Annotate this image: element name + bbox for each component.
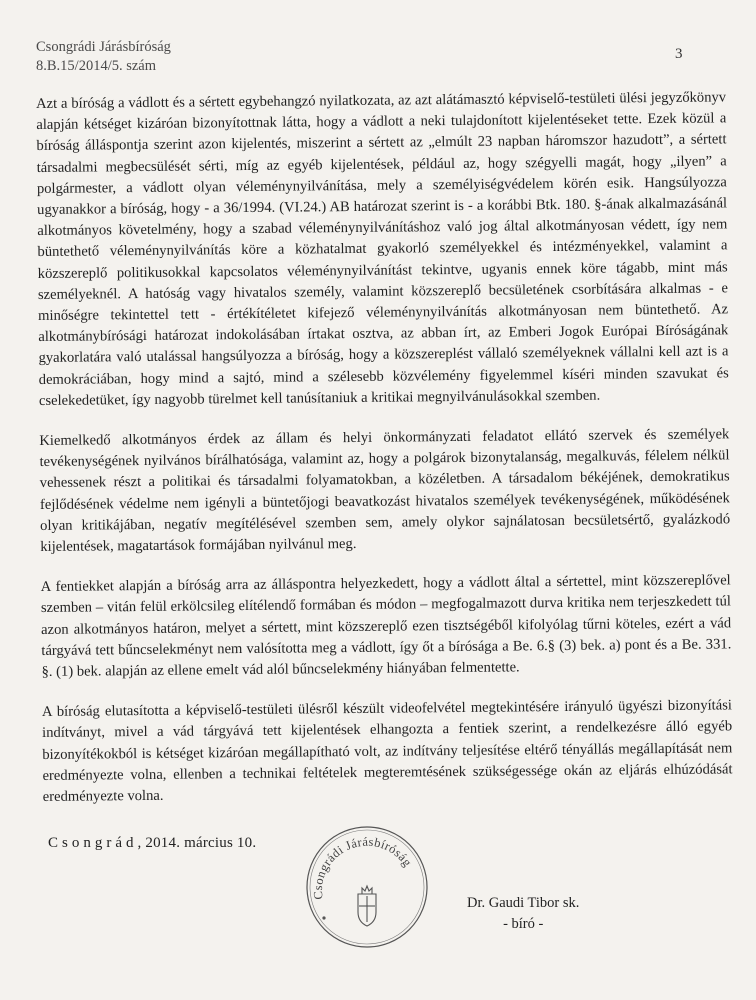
stamp-text: Csongrádi Járásbíróság: [310, 834, 415, 901]
place-name: Csongrád: [48, 835, 138, 851]
paragraph: Kiemelkedő alkotmányos érdek az állam és helyi önkormányzati feladatot ellátó szervek és személyek tevékenységének nyilvános bírálhatósága, valamint az, hogy a polgárok bizonytalanság, megalkuvás, félelem nélkül vehessenek részt a politikai és társadalmi folyamatokban, a közéletben. A társadalom békéjének, demokratikus fejlődésének védelme nem igényli a büntetőjogi beavatkozást hivatalos személyek tevékenységének, működésének olyan kritikájában, negatív megítélésével szemben sem, amely olykor sajnálatosan becsületsértő, gyalázkodó kijelentések, magatartások formájában nyilvánul meg.: [39, 426, 731, 556]
page-number: 3: [675, 46, 683, 62]
date-line: [48, 835, 256, 852]
signer-title: - bíró -: [503, 916, 544, 932]
paragraph: A bíróság elutasította a képviselő-testületi ülésről készült videofelvétel megtekintésére irányuló ügyészi bizonyítási indítványt, mivel a vád tárgyává tett kijelentések elhangozta a fentiek szerint, a rendelkezésre álló egyéb bizonyítékokból is kétséget kizáróan megállapítható volt, az indítvány teljesítése eltérő tényállás megállapítását nem eredményezte volna, ellenben a technikai feltételek megteremtésének szükségessége okán az eljárás elhúzódását eredményezte volna.: [41, 697, 733, 806]
paragraph: Azt a bíróság a vádlott és a sértett egybehangzó nyilatkozata, az azt alátámasztó képviselő-testületi ülési jegyzőkönyv alapján kétséget kizáróan bizonyítottnak látta, hogy a vádlott a neki tulajdonított kijelentéseket tette. Ezek közül a bíróság álláspontja szerint azon kijelentés, miszerint a sértett az „elmúlt 23 napban háromszor hazudott”, a sértett társadalmi megbecsülését sérti, míg az egyéb kijelentések, például az, hogy szégyelli magát, hogy „ilyen” a polgármester, a vádlott olyan véleménynyilvánítása, mely a személyiségvédelem körén esik. Hangsúlyozza ugyanakkor a bíróság, hogy - a 36/1994. (VI.24.) AB határozat szerint is - a korábbi Btk. 180. §-ának alkalmazásánál alkotmányos követelmény, hogy a szabad véleménynyilvánításhoz való jog által alkotmányosan védett, így nem büntethető véleménynyilvánítás köre a közhatalmat gyakorló személyekkel és intézményekkel, valamint a közszereplő politikusokkal kapcsolatos véleménynyilvánítást tekintve, ugyanis ennek köre tágabb, mint más személyeknél. A hatóság vagy hivatalos személy, valamint közszereplő becsületének csorbítására alkalmas - e minőségre tekintettel tett - értékítéletet kifejező véleménynyilvánítás alkotmányosan nem büntethető. Az alkotmánybírósági határozat indokolásában írtakat osztva, az abban írt, az Emberi Jogok Európai Bíróságának gyakorlatára való utalással hangsúlyozza a bíróság, hogy a közszereplést vállaló személyeknek vállalni kell azt is a demokráciában, hogy mind a sajtó, mind a szélesebb közvélemény figyelemmel kíséri minden szavukat és cselekedetüket, így nagyobb türelmet kell tanúsítaniuk a kritikai megnyilvánulásokkal szemben.: [36, 89, 729, 409]
court-stamp: [302, 822, 432, 952]
court-name: Csongrádi Járásbíróság: [36, 39, 171, 55]
date-text: , 2014. március 10.: [137, 835, 257, 851]
document-body: [36, 87, 733, 827]
coat-of-arms-icon: [358, 886, 376, 926]
signer-name: Dr. Gaudi Tibor sk.: [467, 895, 580, 911]
signature-block: [467, 893, 579, 935]
document-header: [36, 38, 171, 76]
case-number: 8.B.15/2014/5. szám: [36, 58, 157, 74]
paragraph: A fentiekket alapján a bíróság arra az álláspontra helyezkedett, hogy a vádlott által a sértettel, mint közszereplővel szemben – vitán felül erkölcsileg elítélendő formában és módon – megfogalmazott durva kritika nem terjeszkedett túl azon alkotmányos határon, melyet a sértett, mint közszereplő ezen tisztségéből kifolyólag tűrni köteles, ezért a vád tárgyává tett bűncselekményt nem valósította meg a vádlott, így őt a bírósága a Be. 6.§ (3) bek. a) pont és a Be. 331. §. (1) bek. alapján az ellene emelt vád alól bűncselekmény hiányában felmentette.: [40, 572, 732, 681]
svg-text:Csongrádi Járásbíróság: [311, 835, 415, 900]
stamp-star-icon: [322, 916, 325, 919]
